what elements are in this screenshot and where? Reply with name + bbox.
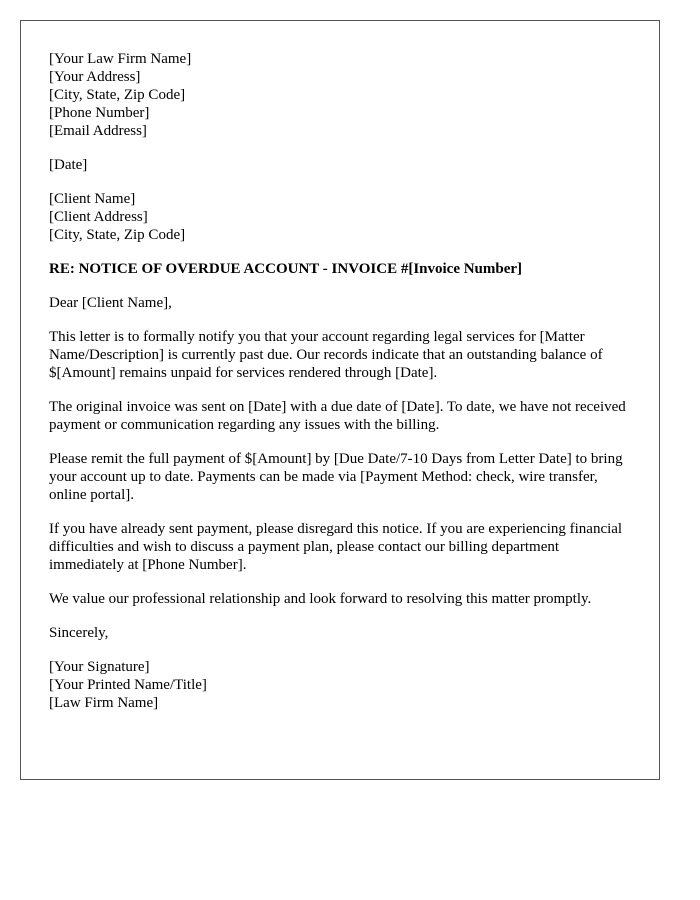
recipient-block [49, 190, 631, 244]
subject-line: RE: NOTICE OF OVERDUE ACCOUNT - INVOICE #[Invoice Number] [49, 261, 523, 277]
signature-firm-name: [Law Firm Name] [49, 695, 159, 711]
body-paragraph-3: Please remit the full payment of $[Amount] by [Due Date/7-10 Days from Letter Date] to bring your account up to date. Payments can be made via [Payment Method: check, wire transfer, online portal]. [49, 451, 623, 503]
body-paragraph-4: If you have already sent payment, please disregard this notice. If you are experiencing financial difficulties and wish to discuss a payment plan, please contact our billing department immediately at [Phone Number]. [49, 521, 623, 573]
date-block [49, 156, 631, 174]
signature: [Your Signature] [49, 659, 150, 675]
salutation: Dear [Client Name], [49, 295, 172, 311]
sender-address: [Your Address] [49, 69, 141, 85]
sender-email: [Email Address] [49, 123, 147, 139]
body-paragraph-1: This letter is to formally notify you that your account regarding legal services for [Matter Name/Description] is currently past due. Our records indicate that an outstanding balance of $[Amount] remains unpaid for services rendered through [Date]. [49, 329, 603, 381]
sender-block [49, 50, 631, 140]
body-paragraph-5: We value our professional relationship and look forward to resolving this matter promptly. [49, 591, 592, 607]
recipient-city-state-zip: [City, State, Zip Code] [49, 227, 186, 243]
recipient-address: [Client Address] [49, 209, 148, 225]
sender-city-state-zip: [City, State, Zip Code] [49, 87, 186, 103]
sender-firm-name: [Your Law Firm Name] [49, 51, 192, 67]
letter-date: [Date] [49, 157, 88, 173]
letter-page [20, 20, 660, 780]
body-paragraph-2: The original invoice was sent on [Date] with a due date of [Date]. To date, we have not received payment or communication regarding any issues with the billing. [49, 399, 626, 433]
sender-phone: [Phone Number] [49, 105, 150, 121]
signature-block [49, 658, 631, 712]
recipient-name: [Client Name] [49, 191, 136, 207]
printed-name-title: [Your Printed Name/Title] [49, 677, 207, 693]
closing: Sincerely, [49, 625, 109, 641]
